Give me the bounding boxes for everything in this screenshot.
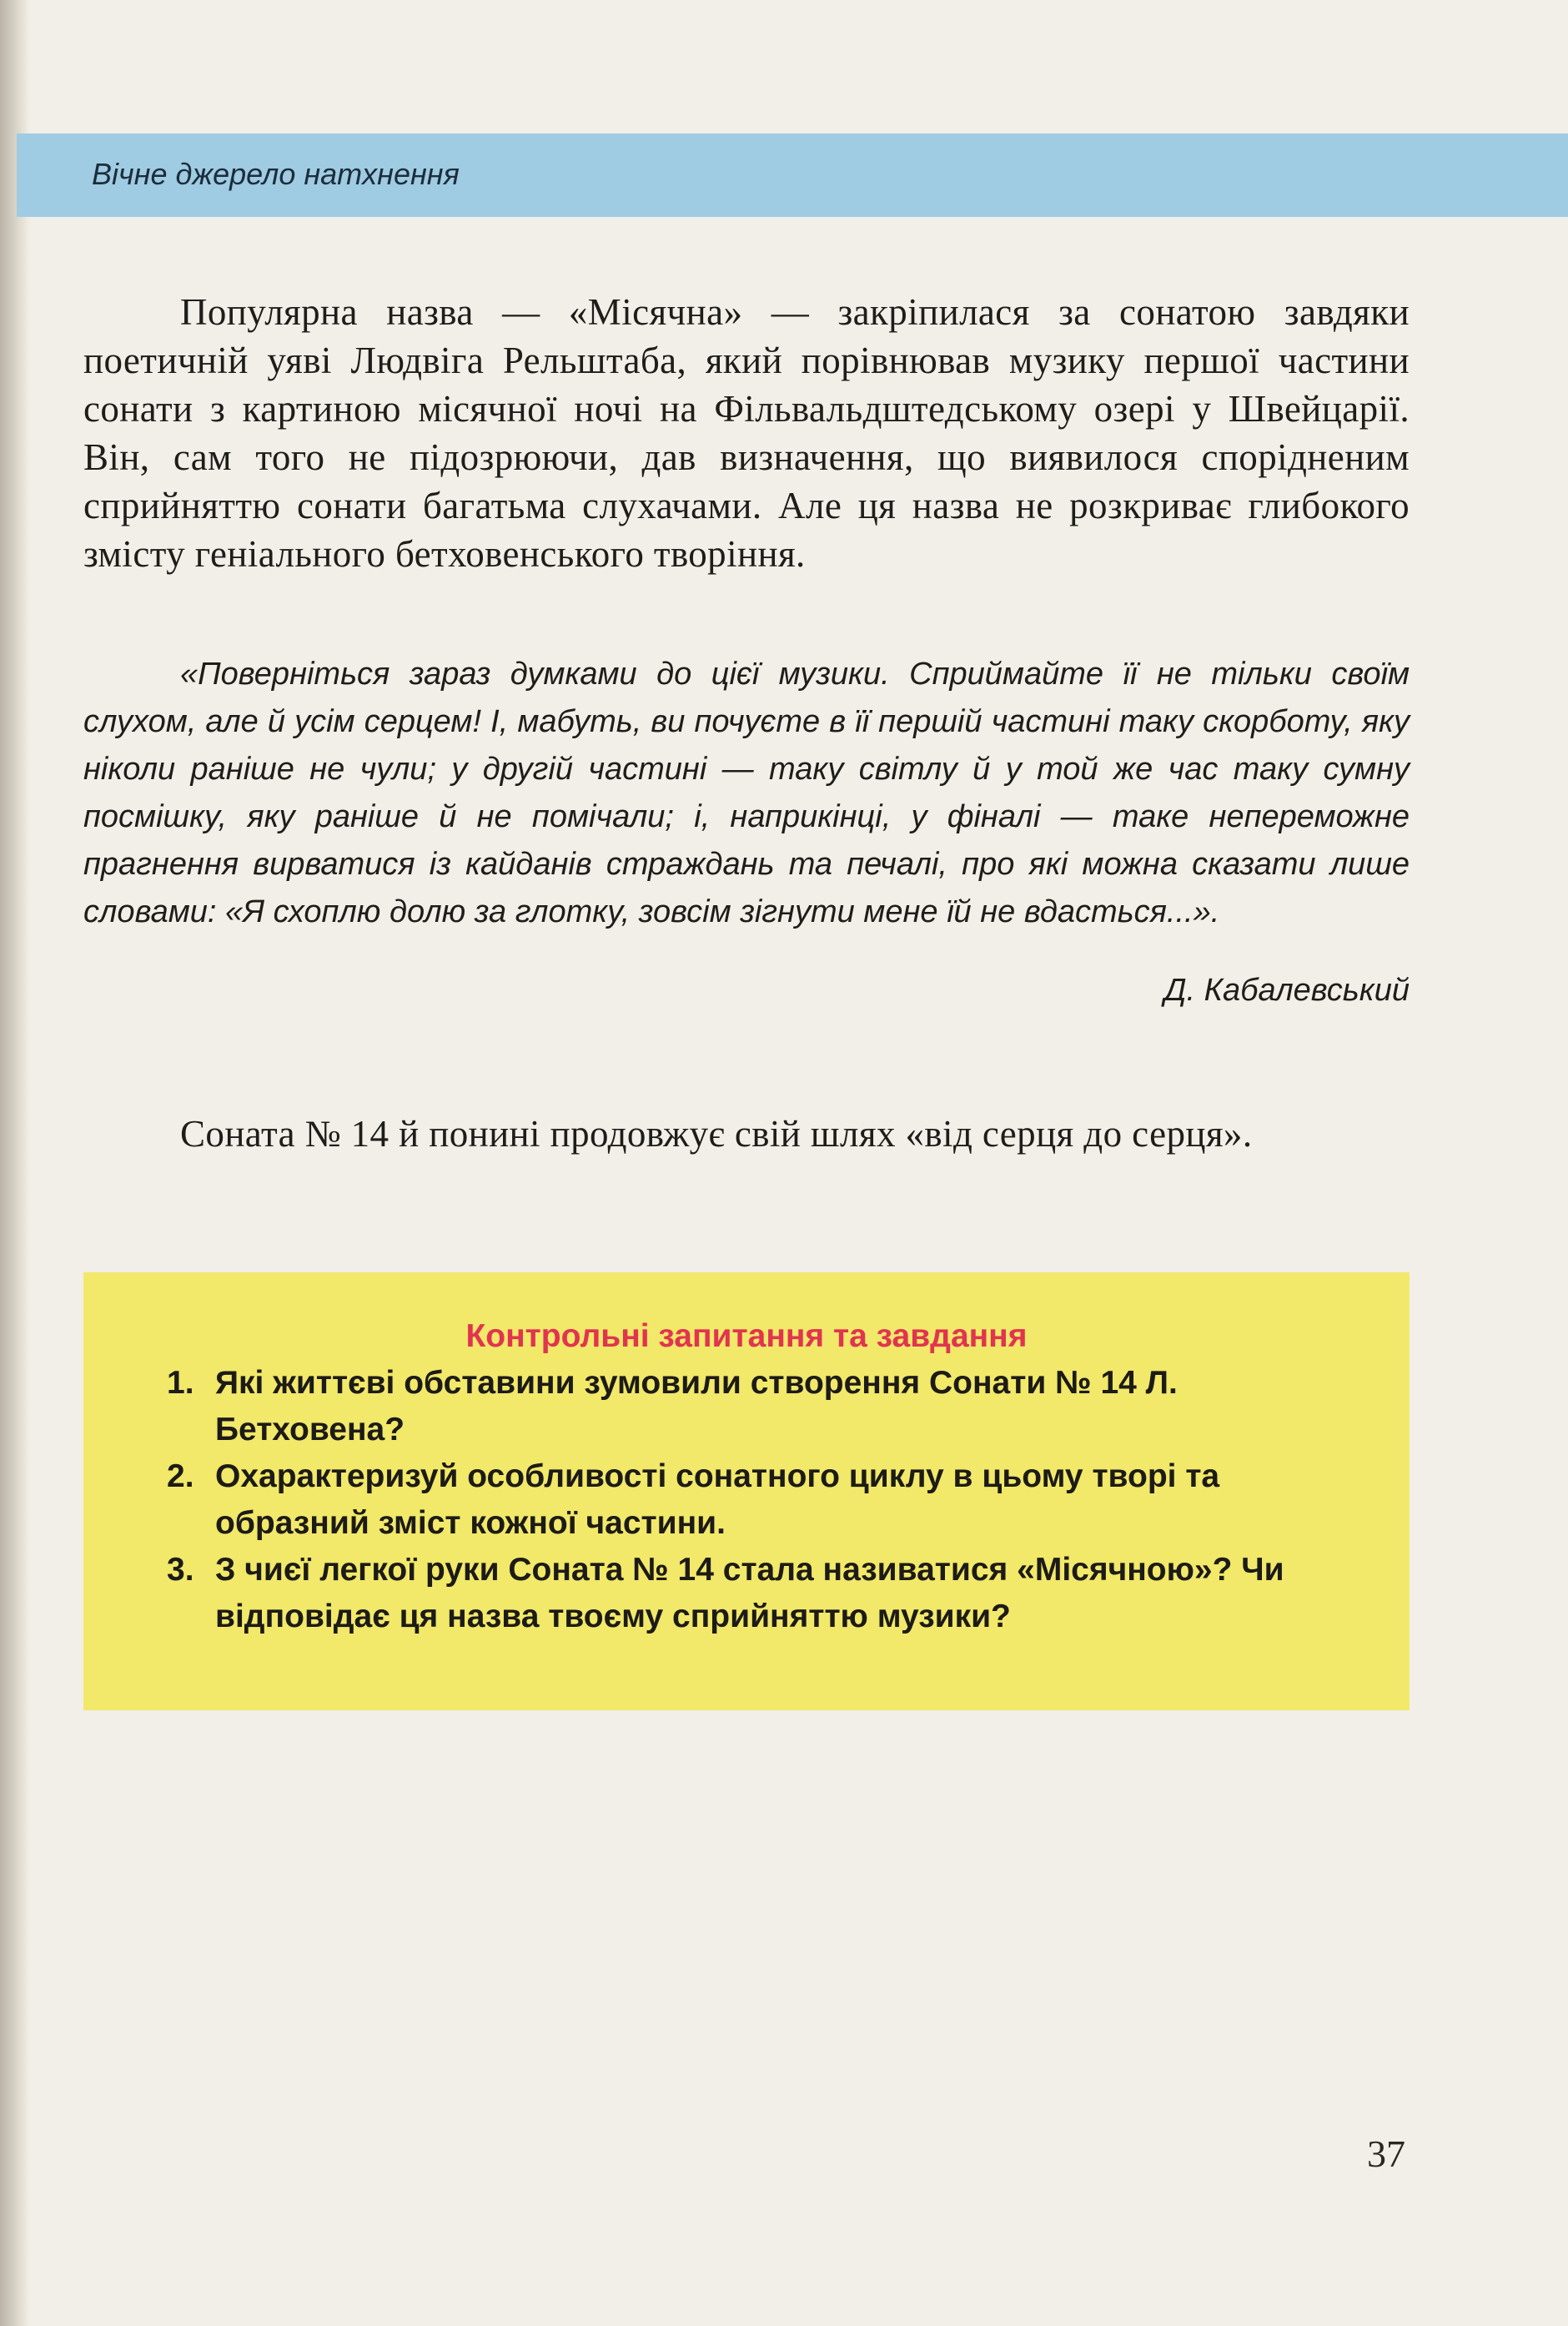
section-header-band: [17, 133, 1568, 217]
question-item: [167, 1547, 1334, 1640]
question-number: 2.: [167, 1458, 194, 1494]
question-text: З чиєї легкої руки Соната № 14 стала називатися «Місячною»? Чи відповідає ця назва твоєму сприйняттю музики?: [215, 1552, 1284, 1634]
closing-paragraph: Соната № 14 й понині продовжує свій шлях «від серця до серця».: [180, 1113, 1253, 1155]
questions-list: [167, 1360, 1334, 1640]
section-title: Вічне джерело натхнення: [92, 157, 460, 191]
quote-text: «Поверніться зараз думками до цієї музики. Сприймайте її не тільки своїм слухом, але й усім серцем! І, мабуть, ви почуєте в її першій частині таку скорботу, яку ніколи раніше не чули; у другій частині — таку світлу й у той же час таку сумну посмішку, яку раніше й не помічали; і, наприкінці, у фіналі — таке непереможне прагнення вирватися із кайданів страждань та печалі, про які можна сказати лише словами: «Я схоплю долю за глотку, зовсім зігнути мене їй не вдасться...».: [83, 657, 1410, 929]
page-binding-edge: [0, 0, 30, 2326]
intro-paragraph: Популярна назва — «Місячна» — закріпилася за сонатою завдяки поетичній уяві Людвіга Рельштаба, який порівнював музику першої частини сонати з картиною місячної ночі на Фільвальдштедському озері у Швейцарії. Він, сам того не підозрюючи, дав визначення, що виявилося спорідненим сприйняттю сонати багатьма слухачами. Але ця назва не розкриває глибокого змісту геніального бетховенського творіння.: [83, 291, 1410, 575]
question-item: [167, 1453, 1334, 1547]
question-number: 3.: [167, 1552, 194, 1588]
questions-title: Контрольні запитання та завдання: [465, 1318, 1028, 1354]
quote-block: [83, 651, 1410, 936]
page-number: 37: [1367, 2132, 1405, 2175]
question-item: [167, 1360, 1334, 1453]
question-text: Охарактеризуй особливості сонатного циклу в цьому творі та образний зміст кожної частини.: [215, 1458, 1220, 1541]
questions-box: [83, 1272, 1410, 1710]
question-text: Які життєві обставини зумовили створення Сонати № 14 Л. Бетховена?: [215, 1365, 1178, 1447]
quote-author: Д. Кабалевський: [1163, 973, 1410, 1008]
question-number: 1.: [167, 1365, 194, 1401]
